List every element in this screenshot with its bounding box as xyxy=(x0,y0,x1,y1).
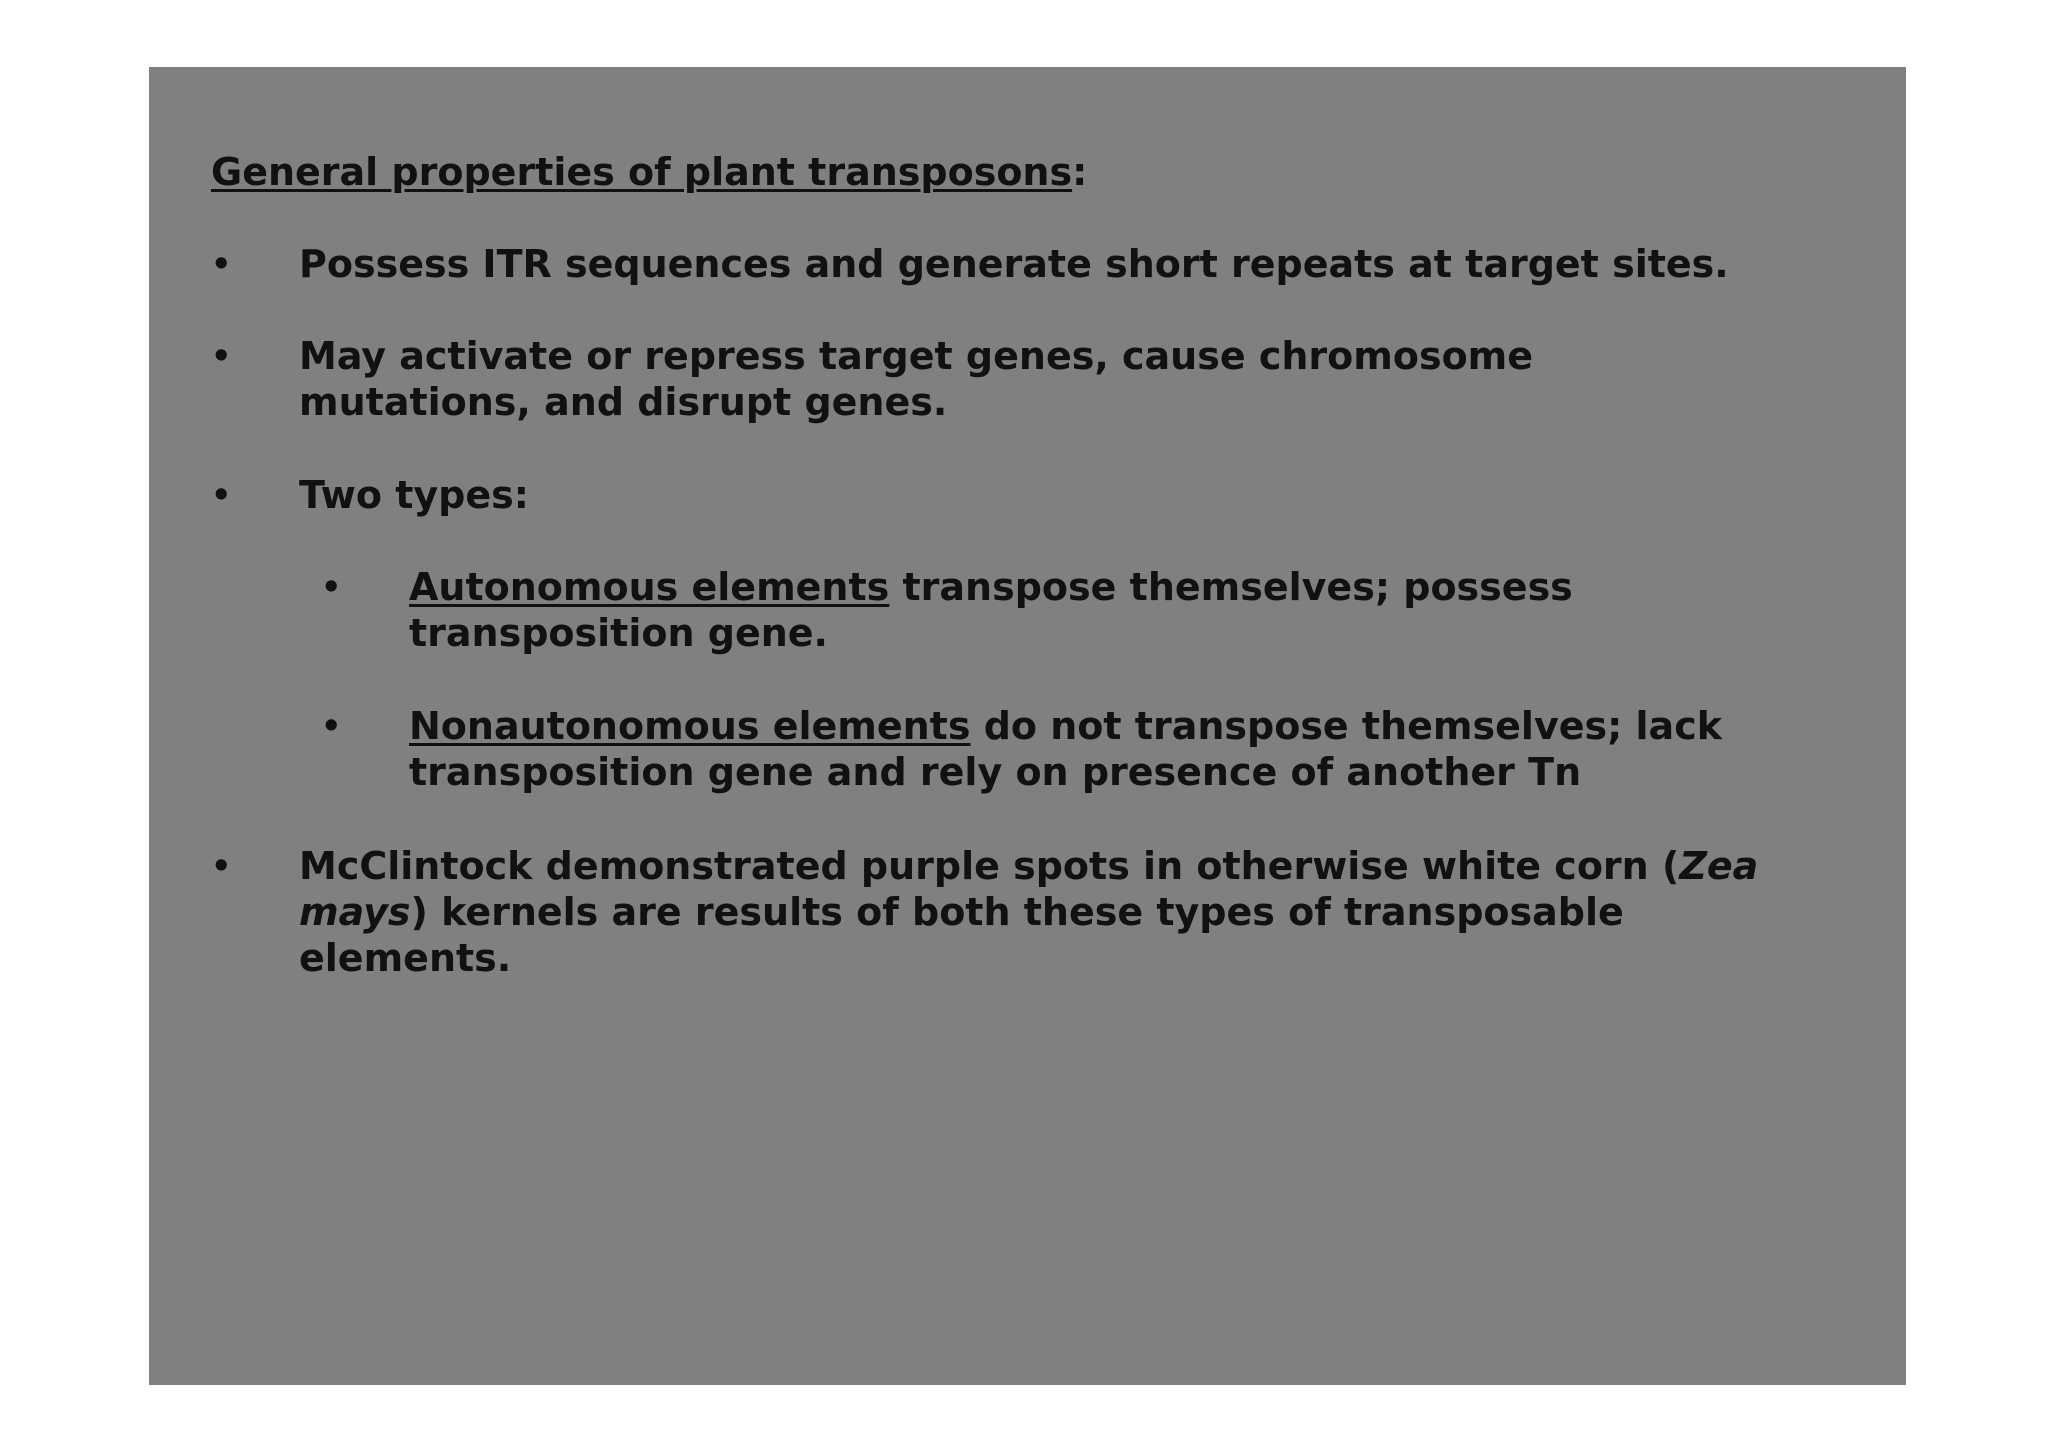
term-autonomous-elements: Autonomous elements xyxy=(409,565,890,609)
bullet-text: Two types: xyxy=(299,473,529,517)
bullet-dot: • xyxy=(211,245,232,283)
subbullet-text-line2: transposition gene. xyxy=(409,611,828,655)
slide xyxy=(149,67,1906,1385)
bullet-dot: • xyxy=(211,847,232,885)
subbullet-rest: transpose themselves; possess xyxy=(889,565,1573,609)
bullet-dot: • xyxy=(211,337,232,375)
slide-title-text: General properties of plant transposons xyxy=(211,150,1073,194)
bullet-dot: • xyxy=(211,476,232,514)
slide-title xyxy=(211,149,1087,195)
bullet-text-line2 xyxy=(299,889,1624,935)
subbullet-text-line1 xyxy=(409,703,1722,749)
bullet-text-line2: mutations, and disrupt genes. xyxy=(299,380,948,424)
slide-title-colon: : xyxy=(1072,150,1088,194)
bullet-text-rest: ) kernels are results of both these types of transposable xyxy=(410,890,1624,934)
subbullet-rest: do not transpose themselves; lack xyxy=(970,704,1722,748)
term-nonautonomous-elements: Nonautonomous elements xyxy=(409,704,971,748)
bullet-text-pre: McClintock demonstrated purple spots in otherwise white corn ( xyxy=(299,844,1680,888)
bullet-text-line1: May activate or repress target genes, cause chromosome xyxy=(299,334,1534,378)
bullet-text-line3: elements. xyxy=(299,936,512,980)
slide-content xyxy=(149,67,1906,1385)
species-epithet: mays xyxy=(299,890,411,934)
subbullet-text-line1 xyxy=(409,564,1573,610)
bullet-dot: • xyxy=(321,568,342,606)
bullet-text: Possess ITR sequences and generate short repeats at target sites. xyxy=(299,242,1729,286)
bullet-text-line1 xyxy=(299,843,1758,889)
species-genus: Zea xyxy=(1679,844,1759,888)
subbullet-text-line2: transposition gene and rely on presence of another Tn xyxy=(409,750,1582,794)
bullet-dot: • xyxy=(321,707,342,745)
